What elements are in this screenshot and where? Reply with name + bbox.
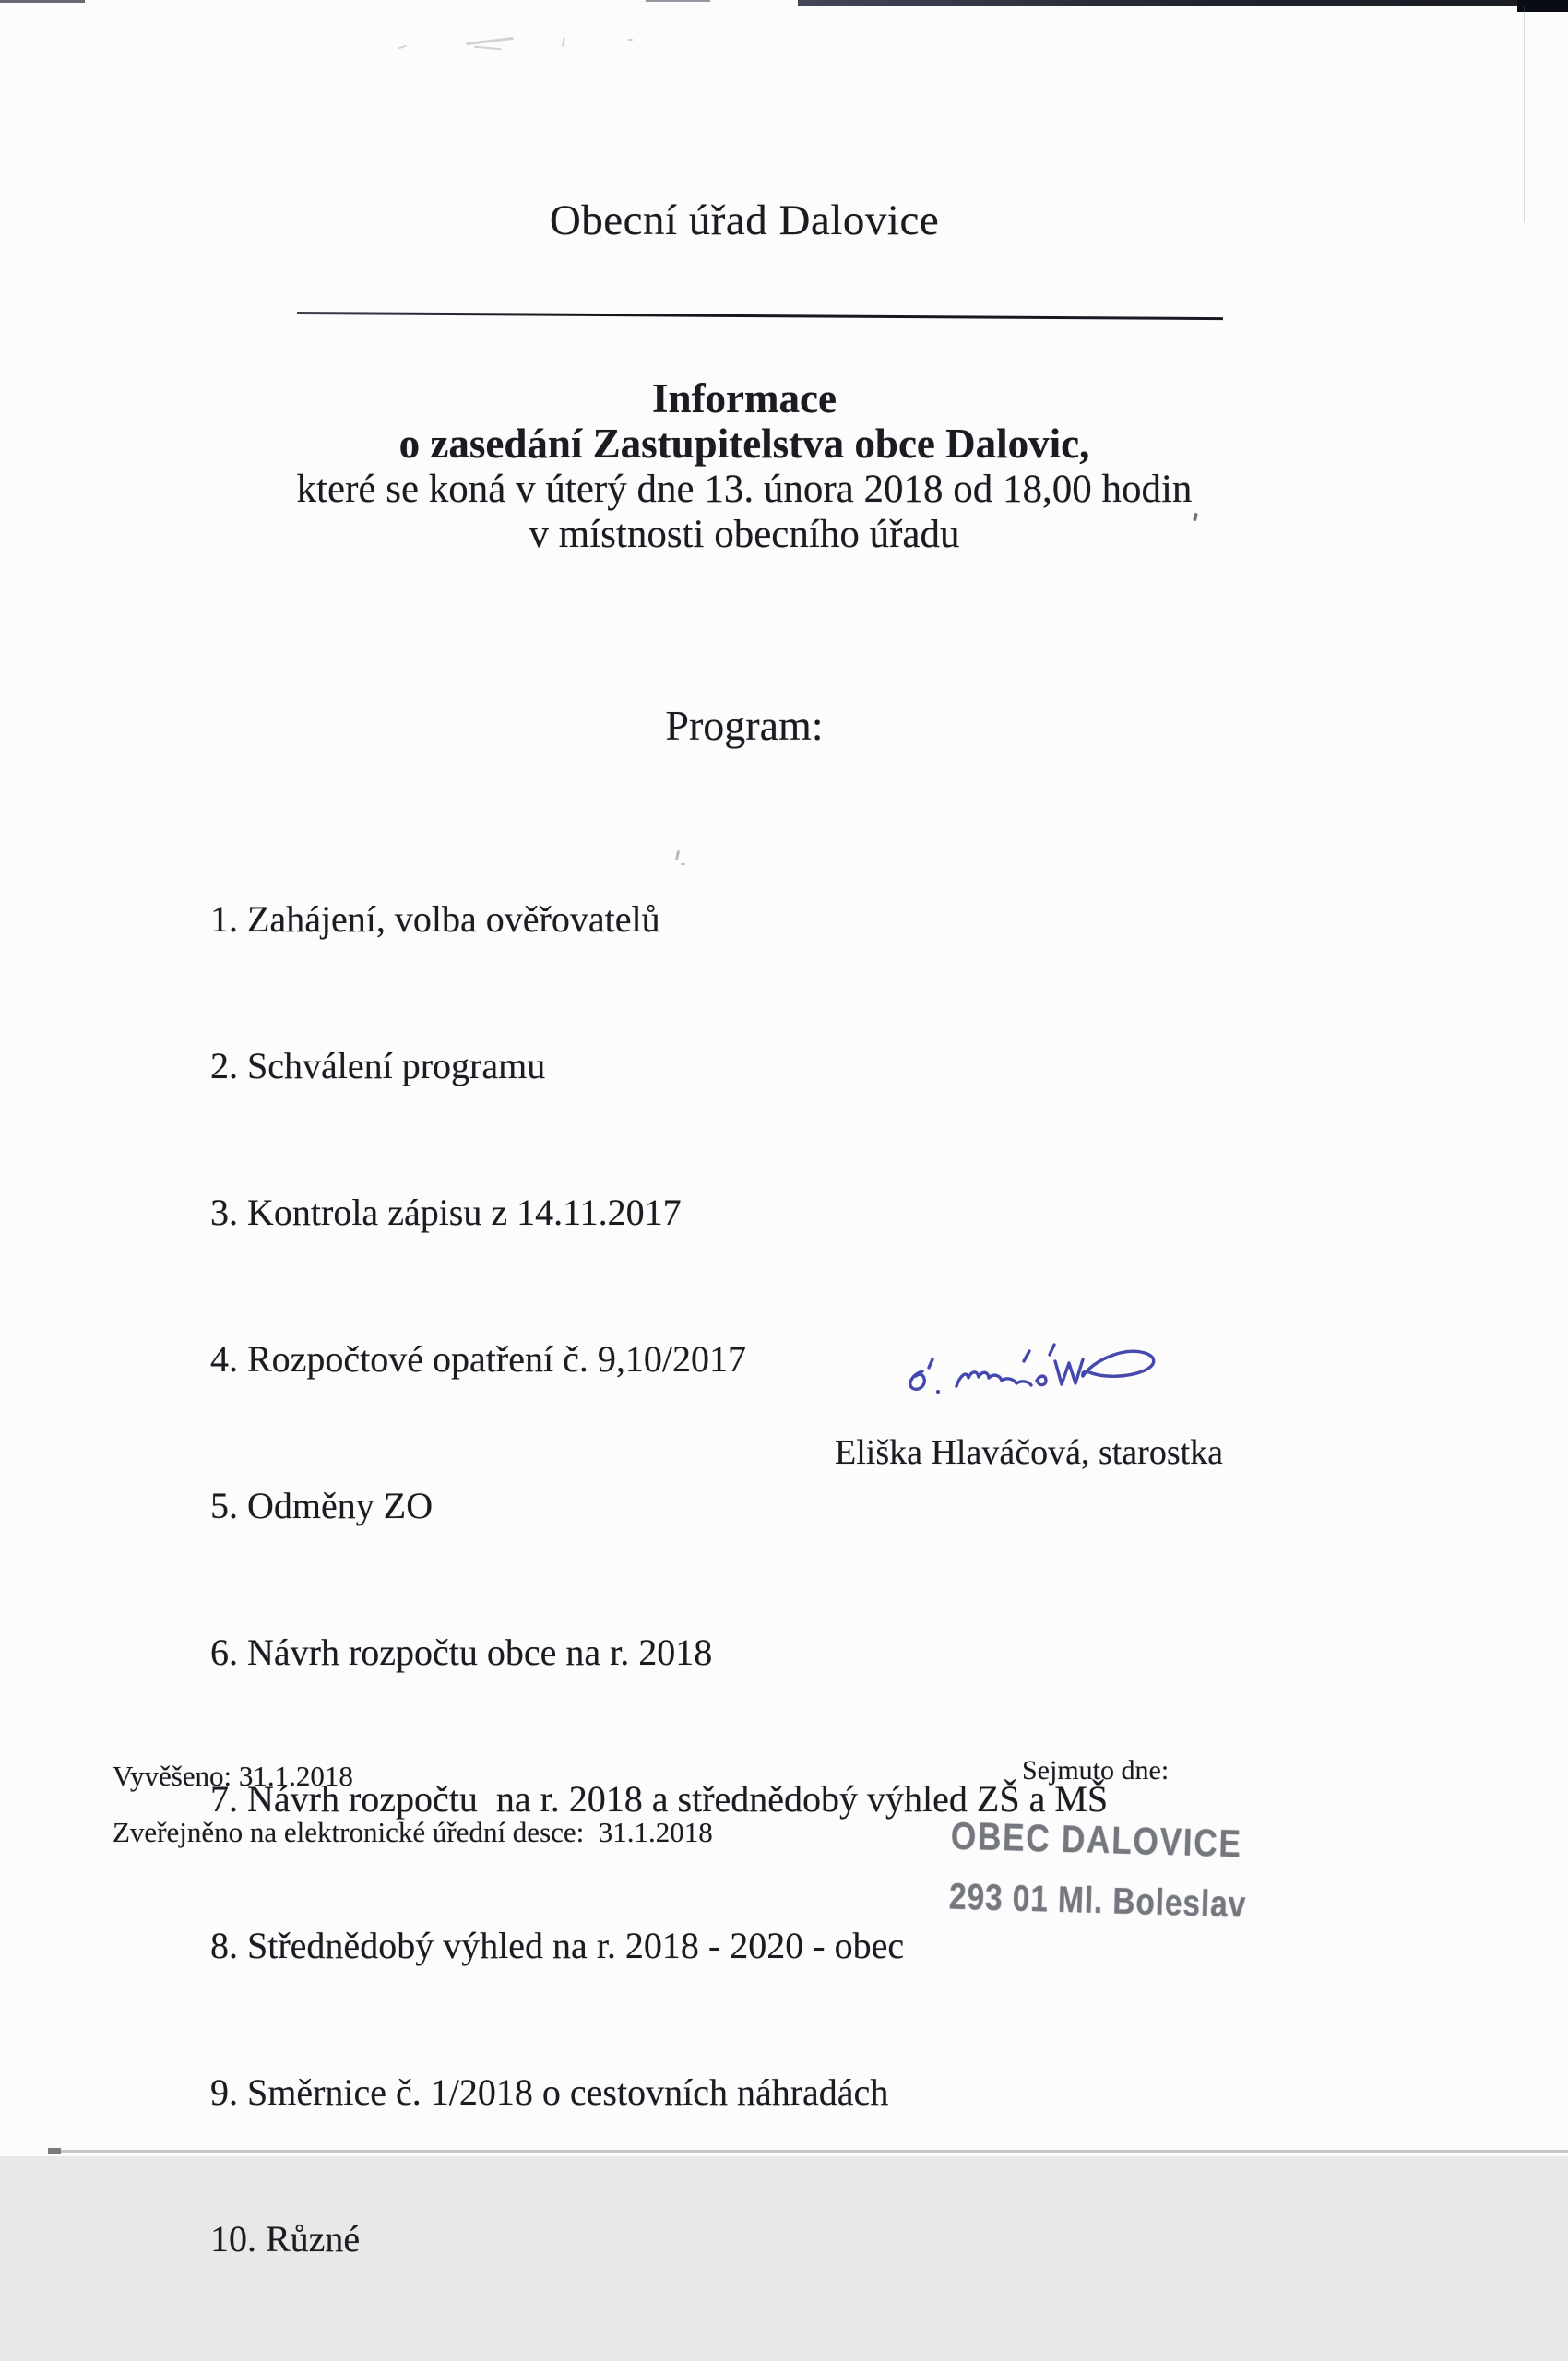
posted-date-label: Vyvěšeno: 31.1.2018 xyxy=(113,1760,353,1792)
scan-smudge xyxy=(562,37,565,47)
scan-artifact-bottom-mark xyxy=(48,2148,61,2154)
scan-artifact-right-seam xyxy=(1524,6,1525,222)
notice-datetime-line: které se koná v úterý dne 13. února 2018 od 18,00 hodin xyxy=(296,468,1193,511)
program-item-7: 7. Návrh rozpočtu na r. 2018 a střednědobý výhled ZŠ a MŠ xyxy=(210,1778,1109,1820)
program-item-5: 5. Odměny ZO xyxy=(210,1485,434,1526)
stamp-line-2: 293 01 Ml. Boleslav xyxy=(948,1876,1247,1926)
stamp-line-1: OBEC DALOVICE xyxy=(949,1813,1243,1866)
removed-date-label: Sejmuto dne: xyxy=(1022,1755,1170,1786)
scan-smudge xyxy=(474,46,502,51)
signer-name-line: Eliška Hlaváčová, starostka xyxy=(835,1433,1224,1472)
program-item-10: 10. Různé xyxy=(210,2218,361,2260)
scan-smudge xyxy=(627,39,633,41)
program-item-4: 4. Rozpočtové opatření č. 9,10/2017 xyxy=(210,1338,746,1380)
scan-artifact-top-strip xyxy=(798,0,1568,6)
notice-subtitle: o zasedání Zastupitelstva obce Dalovic, xyxy=(398,421,1090,467)
program-item-8: 8. Střednědobý výhled na r. 2018 - 2020 - obec xyxy=(210,1925,905,1966)
program-item-1: 1. Zahájení, volba ověřovatelů xyxy=(210,898,660,940)
scan-smudge xyxy=(398,45,407,50)
program-heading: Program: xyxy=(665,702,824,749)
program-item-9: 9. Směrnice č. 1/2018 o cestovních náhradách xyxy=(210,2071,889,2113)
municipality-stamp xyxy=(932,1797,1305,1944)
scan-artifact-top-right-corner xyxy=(1517,0,1568,12)
notice-location-line: v místnosti obecního úřadu xyxy=(529,513,960,556)
published-online-label: Zveřejněno na elektronické úřední desce: 31.1.2018 xyxy=(113,1816,713,1848)
notice-title: Informace xyxy=(652,375,837,421)
program-item-6: 6. Návrh rozpočtu obce na r. 2018 xyxy=(210,1631,713,1673)
program-list xyxy=(210,797,1108,2361)
office-title: Obecní úřad Dalovice xyxy=(549,196,940,244)
header-divider-line xyxy=(297,312,1223,320)
scan-artifact-top-mid-strip xyxy=(646,0,710,2)
scan-smudge xyxy=(466,37,514,45)
signature-ink xyxy=(885,1333,1162,1434)
program-item-2: 2. Schválení programu xyxy=(210,1045,546,1086)
scan-artifact-top-left-strip xyxy=(0,0,85,3)
program-item-3: 3. Kontrola zápisu z 14.11.2017 xyxy=(210,1192,682,1233)
